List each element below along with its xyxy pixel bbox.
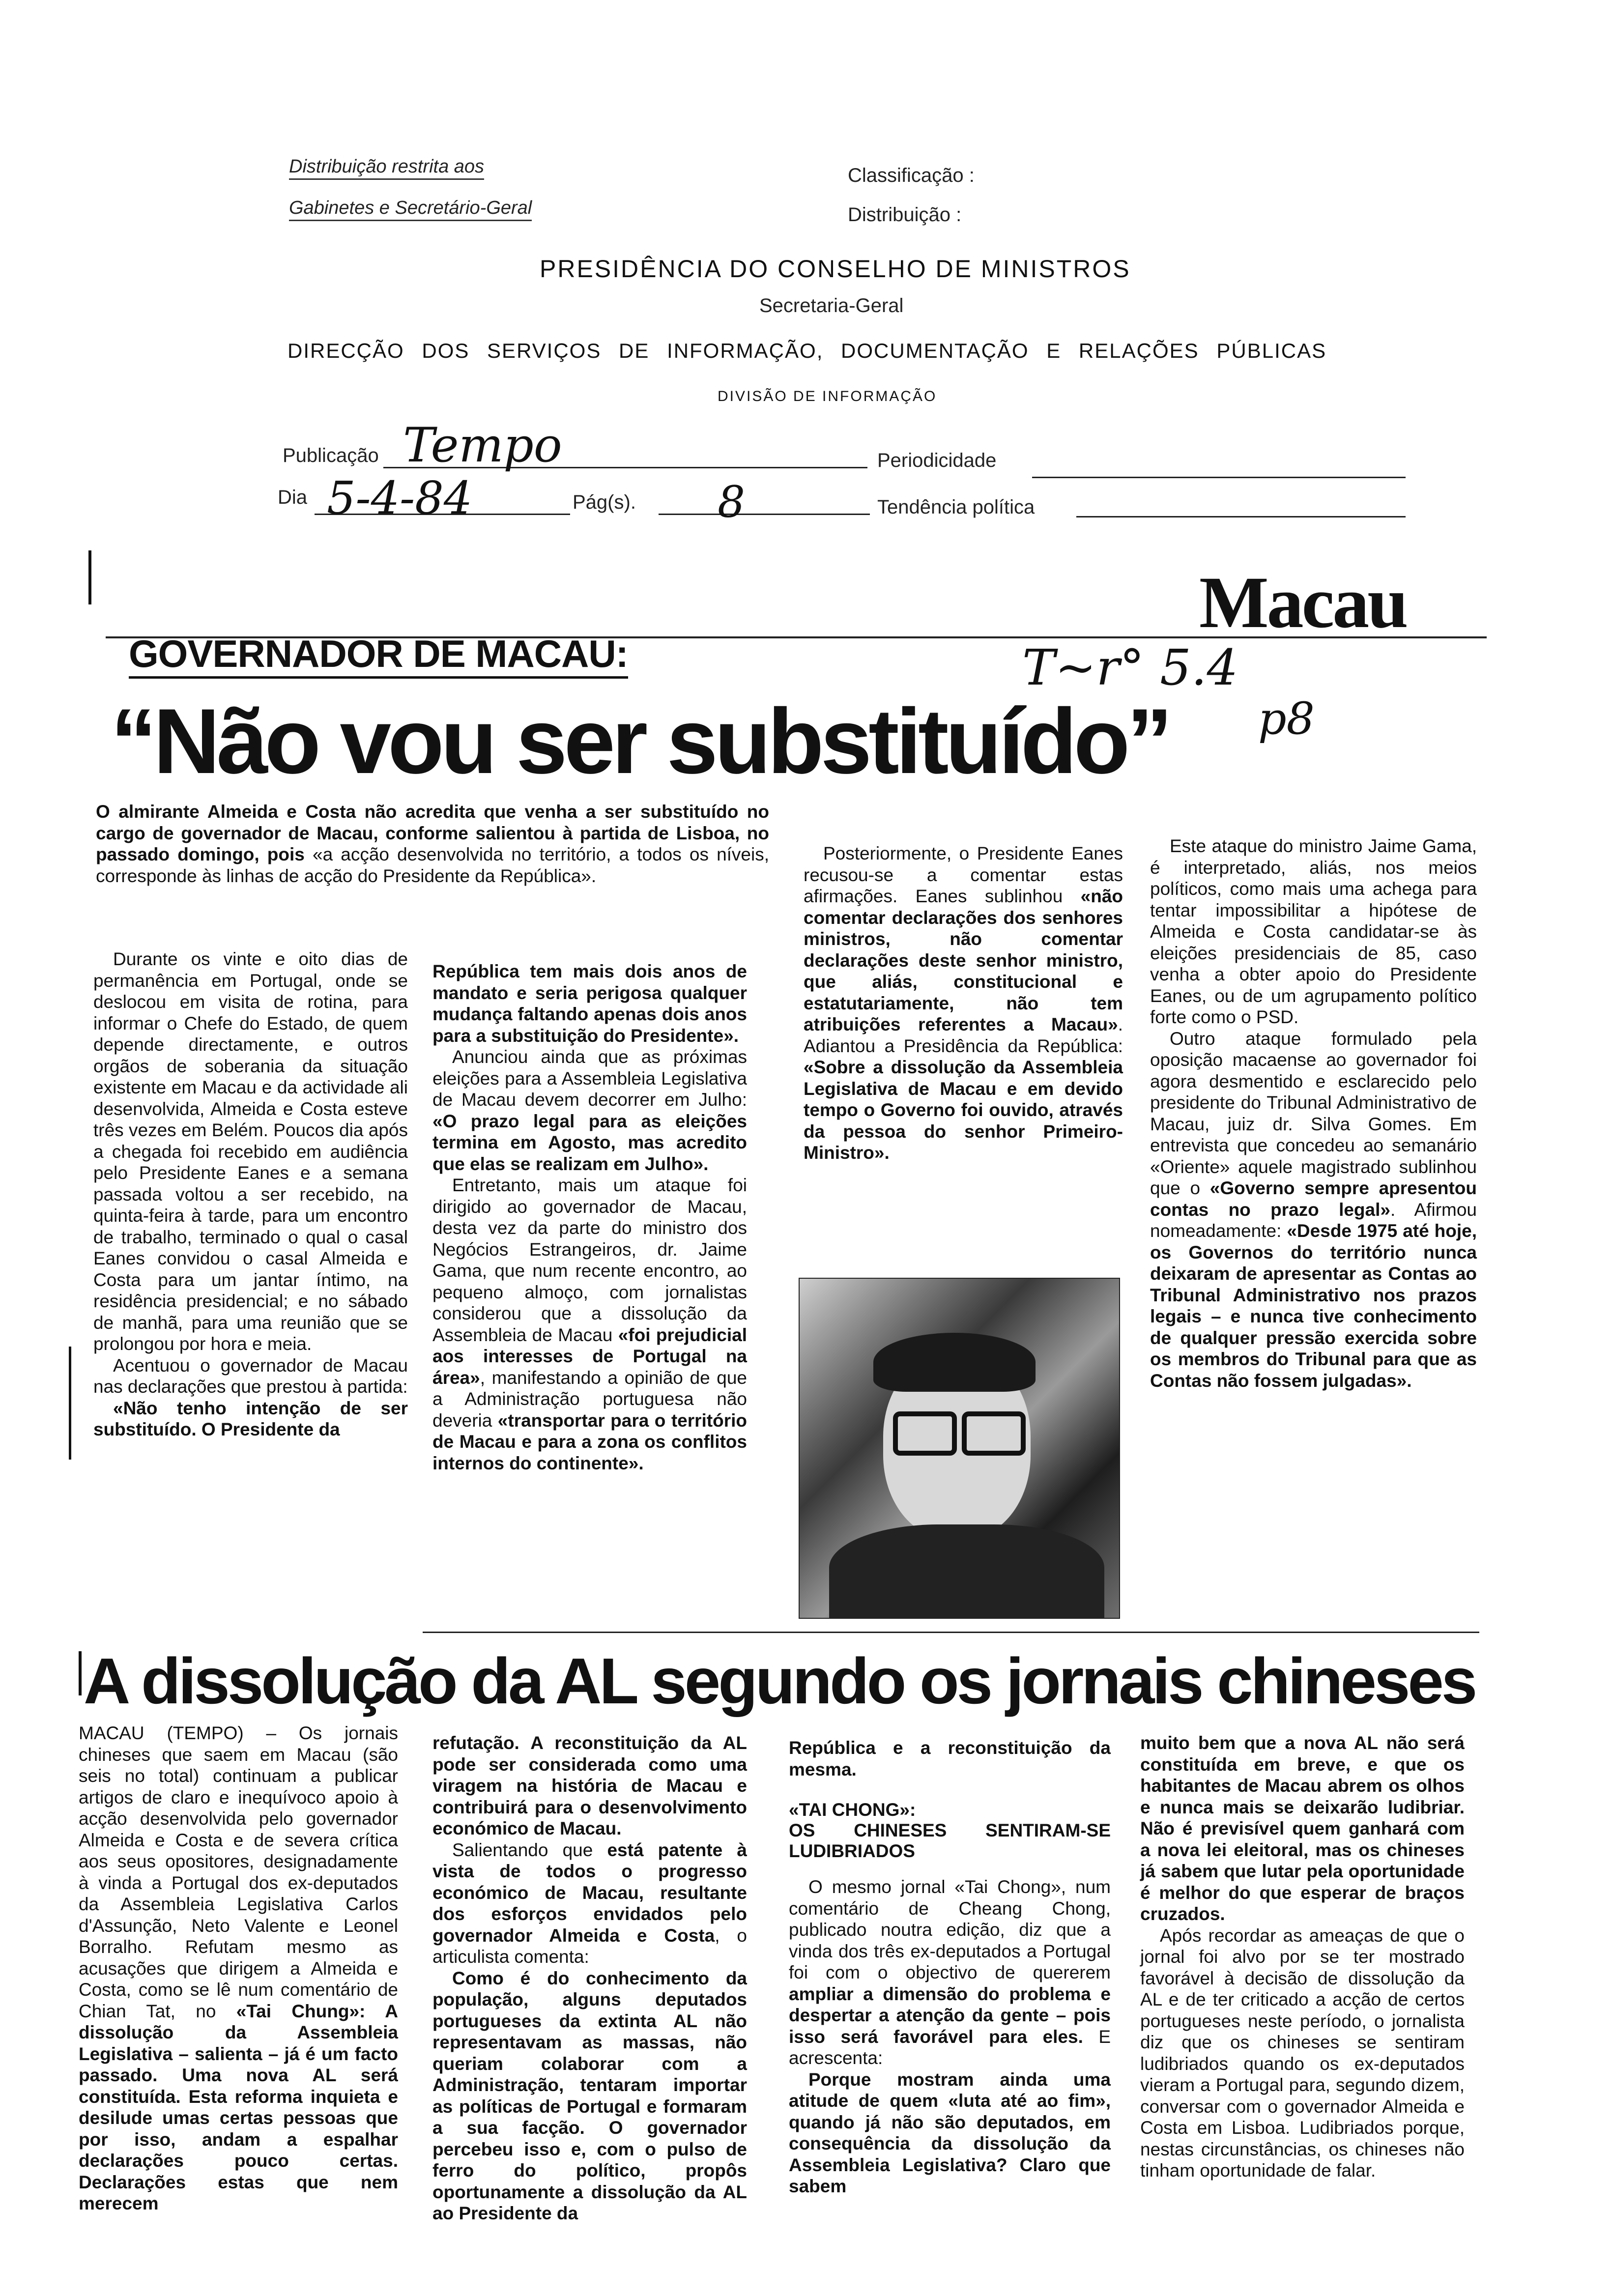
paragraph: República e a reconstituição da mesma. [789, 1738, 1111, 1779]
paragraph: República tem mais dois anos de mandato e seria perigosa qualquer mudança faltando apenas dois anos para a substituição do Presidente». [432, 961, 747, 1046]
quote-run: ampliar a dimensão do problema e despertar a atenção da gente – pois isso será favorável para eles. [789, 1983, 1111, 2047]
paragraph: Após recordar as ameaças de que o jornal foi alvo por se ter mostrado favorável à decisão de dissolução da AL e de ter criticado a acção de certos portugueses neste período, o jornalista diz que os chineses se sentiram ludibriados quando os ex-deputados vieram a Portugal para, segundo dizem, conversar com o governador Almeida e Costa em Lisboa. Ludibriados porque, nestas circunstâncias, os chineses não tinham oportunidade de falar. [1140, 1925, 1465, 2181]
text-run: Posteriormente, o Presidente Eanes recusou-se a comentar estas afirmações. Eanes sublinhou [804, 843, 1123, 906]
text-run: Entretanto, mais um ataque foi dirigido ao governador de Macau, desta vez da parte do ministro dos Negócios Estrangeiros, dr. Jaime Gama, que num recente encontro, ao pequeno almoço, com jornalistas considerou que a dissolução da Assembleia de Macau [432, 1175, 747, 1345]
paragraph: Porque mostram ainda uma atitude de quem «luta até ao fim», quando já não são deputados, em consequência da dissolução da Assembleia Legislativa? Claro que sabem [789, 2069, 1111, 2196]
subheading [789, 1800, 1111, 1862]
paragraph: muito bem que a nova AL não será constituída em breve, e que os habitantes de Macau abrem os olhos e nunca mais se deixarão ludibriar. Não é previsível quem ganhará com a nova lei eleitoral, mas os chineses já sabem que lutar pela oportunidade é melhor do que esperar de braços cruzados. [1140, 1733, 1465, 1924]
quote-run: está patente à vista de todos o progresso económico de Macau, resultante dos esforços envidados pelo governador Almeida e Costa [432, 1839, 747, 1946]
publication-label: Publicação [283, 445, 379, 466]
text-run: . Adiantou a Presidência da República: [804, 1014, 1123, 1056]
periodicity-label: Periodicidade [877, 450, 997, 471]
subheading-line2: OS CHINESES SENTIRAM-SE LUDIBRIADOS [789, 1820, 1111, 1861]
handwritten-note: T~r° 5.4 [1022, 639, 1238, 696]
article1-headline: “Não vou ser substituído” [111, 689, 1170, 793]
article1-column-2 [432, 961, 747, 1474]
periodicity-underline [1032, 477, 1406, 478]
lead-rest: «a acção desenvolvida no território, a todos os níveis, corresponde às linhas de acção do Presidente da República». [96, 844, 770, 886]
division-title: DIVISÃO DE INFORMAÇÃO [718, 388, 937, 404]
governor-photo [799, 1278, 1120, 1619]
text-run: MACAU (TEMPO) – Os jornais chineses que saem em Macau (são seis no total) continuam a publicar artigos de claro e inequívoco apoio à acção desenvolvida pelo governador Almeida e Costa e de severa crítica aos seus opositores, designadamente à vinda a Portugal dos ex-deputados da Assembleia Legislativa Carlos d'Assunção, Neto Valente e Leonel Borralho. Refutam mesmo as acusações que dirigem a Almeida e Costa, como se lê num comentário de Chian Tat, no [79, 1723, 398, 2021]
paragraph: Como é do conhecimento da população, alguns deputados portugueses da extinta AL não representavam as massas, não queriam colaborar com a Administração, tentaram importar as políticas de Portugal e formaram a sua facção. O governador percebeu isso e, com o pulso de ferro do político, propôs oportunamente a dissolução da AL ao Presidente da [432, 1968, 747, 2223]
article2-headline: A dissolução da AL segundo os jornais chineses [84, 1645, 1475, 1717]
tendency-label: Tendência política [877, 496, 1035, 518]
pages-label: Pág(s). [573, 491, 636, 513]
secretariat-title: Secretaria-Geral [759, 295, 904, 316]
paragraph: refutação. A reconstituição da AL pode ser considerada como uma viragem na história de Macau e contribuirá para o desenvolvimento económico de Macau. [432, 1733, 747, 1838]
day-value: 5-4-84 [327, 472, 473, 524]
article2-column-3 [789, 1737, 1111, 2197]
text-run: Anunciou ainda que as próximas eleições para a Assembleia Legislativa de Macau devem decorrer em Julho: [432, 1047, 747, 1110]
quote-run: «Tai Chung»: A dissolução da Assembleia Legislativa – salienta – já é um facto passado. Uma nova AL será constituída. Esta reforma inquieta e desilude umas certas pessoas que por isso, andam a espalhar declarações pouco certas. Declarações estas que nem merecem [79, 2001, 398, 2213]
clip-edge-mark [88, 550, 91, 604]
article2-column-4 [1140, 1732, 1465, 2181]
subheading-line1: «TAI CHONG»: [789, 1800, 916, 1820]
lead-bold: O almirante Almeida e Costa não acredita que venha a ser substituído no cargo de governador de Macau, conforme salientou à partida de Lisboa, no passado domingo, pois [96, 802, 769, 864]
text-run: Salientando que [452, 1839, 607, 1860]
article2-column-1 [79, 1722, 398, 2214]
restricted-distribution-line2: Gabinetes e Secretário-Geral [289, 198, 532, 221]
paragraph: Este ataque do ministro Jaime Gama, é interpretado, aliás, nos meios políticos, como mais uma achega para tentar impossibilitar a hipótese de Almeida e Costa candidatar-se às eleições presidenciais de 85, caso venha a obter apoio do Presidente Eanes, ou de um agrupamento político forte como o PSD. [1150, 836, 1477, 1027]
pages-value: 8 [718, 477, 745, 527]
tendency-underline [1076, 516, 1406, 517]
quote-run: «O prazo legal para as eleições termina em Agosto, mas acredito que elas se realizam em Julho». [432, 1111, 747, 1174]
text-run: , manifestando a opinião de que a Administração portuguesa não deveria [432, 1367, 747, 1431]
margin-mark [69, 1347, 71, 1460]
pages-underline [659, 514, 870, 515]
article1-column-1 [93, 948, 408, 1440]
quote-run: «transportar para o território de Macau e para a zona os conflitos internos do continente». [432, 1410, 747, 1473]
day-label: Dia [278, 487, 308, 508]
handwritten-page-note: p8 [1258, 693, 1315, 745]
section-label: Macau [1199, 562, 1407, 643]
quote-run: «Sobre a dissolução da Assembleia Legislativa de Macau e em devido tempo o Governo foi ouvido, através da pessoa do senhor Primeiro-Ministro». [804, 1057, 1123, 1163]
quote-run: «Governo sempre apresentou contas no prazo legal» [1150, 1178, 1477, 1220]
paragraph: Durante os vinte e oito dias de permanência em Portugal, onde se deslocou em visita de rotina, para informar o Chefe do Estado, de quem depende directamente, e outros orgãos de soberania da situação existente em Macau e da actividade ali desenvolvida, Almeida e Costa esteve três vezes em Belém. Poucos dia após a chegada foi recebido em audiência pelo Presidente Eanes e a semana passada voltou a ser recebido, na quinta-feira à tarde, para um encontro de trabalho, terminado o qual o casal Eanes convidou o casal Almeida e Costa para um jantar íntimo, na residência presidencial; e no sábado de manhã, para uma reunião que se prolongou por hora e meia. [93, 949, 408, 1354]
direction-title: DIRECÇÃO DOS SERVIÇOS DE INFORMAÇÃO, DOCUMENTAÇÃO E RELAÇÕES PÚBLICAS [288, 339, 1327, 362]
text-run: E acrescenta: [789, 2026, 1111, 2068]
text-run: , o articulista comenta: [432, 1925, 747, 1967]
paragraph: «Não tenho intenção de ser substituído. O Presidente da [93, 1398, 408, 1439]
text-run: O mesmo jornal «Tai Chong», num comentário de Cheang Chong, publicado noutra edição, diz que a vinda dos três ex-deputados a Portugal foi com o objectivo de quererem [789, 1877, 1111, 1982]
quote-run: «foi prejudicial aos interesses de Portugal na área» [432, 1324, 747, 1388]
paragraph: Acentuou o governador de Macau nas declarações que prestou à partida: [93, 1355, 408, 1397]
quote-run: «Desde 1975 até hoje, os Governos do território nunca deixaram de apresentar as Contas ao Tribunal Administrativo nos prazos legais – e nunca tive conhecimento de qualquer pressão exercida sobre os membros do Tribunal para que as Contas não fossem julgadas». [1150, 1221, 1477, 1391]
classification-label: Classificação : [848, 165, 975, 186]
margin-mark [79, 1651, 82, 1695]
restricted-distribution-line1: Distribuição restrita aos [289, 156, 484, 180]
presidency-title: PRESIDÊNCIA DO CONSELHO DE MINISTROS [540, 255, 1131, 283]
article1-column-4 [1150, 835, 1477, 1391]
article1-lead [96, 801, 769, 887]
article-separator [423, 1632, 1479, 1633]
article1-column-3 [804, 843, 1123, 1164]
article2-column-2 [432, 1732, 747, 2224]
text-run: Outro ataque formulado pela oposição macaense ao governador foi agora desmentido e esclarecido pelo presidente do Tribunal Administrativo de Macau, juiz dr. Silva Gomes. Em entrevista que concedeu ao semanário «Oriente» aquele magistrado sublinhou que o [1150, 1028, 1477, 1198]
quote-run: «não comentar declarações dos senhores ministros, não comentar declarações deste senhor ministro, que aliás, constitucional e estatutariamente, não tem atribuições referentes a Macau» [804, 886, 1123, 1034]
publication-value: Tempo [403, 418, 562, 473]
distribution-label: Distribuição : [848, 204, 962, 226]
article1-kicker: GOVERNADOR DE MACAU: [129, 631, 628, 679]
text-run: . Afirmou nomeadamente: [1150, 1199, 1477, 1241]
